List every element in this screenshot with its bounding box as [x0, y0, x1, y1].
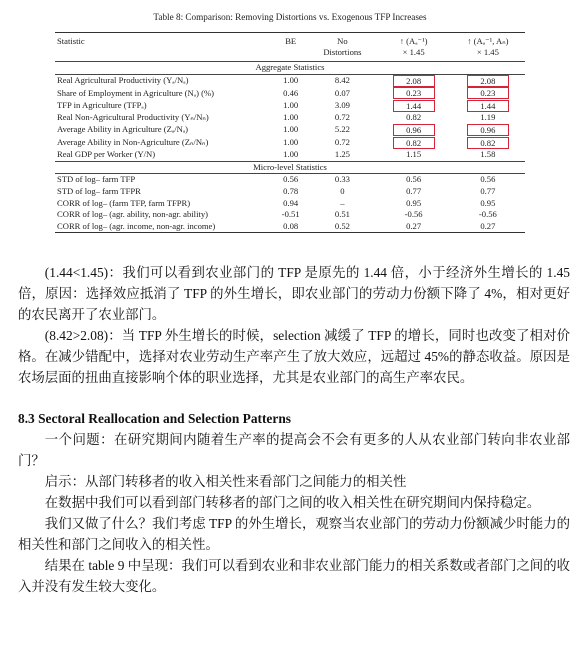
micro-row: [55, 221, 525, 233]
highlight-box: 0.82: [393, 137, 435, 149]
cell-no-distortions: 0.72: [334, 137, 350, 148]
cell-tfp-both: 0.77: [480, 185, 496, 196]
cell-tfp-both: 0.95: [480, 197, 496, 208]
cell-tfp-both: [451, 87, 525, 100]
cell-tfp-agr: 0.56: [376, 174, 450, 186]
section-micro: Micro-level Statistics: [55, 161, 525, 174]
cell-tfp-both: [451, 100, 525, 113]
cell-tfp-agr: -0.56: [404, 209, 423, 220]
header-statistic: Statistic: [57, 36, 85, 46]
cell-no-distortions: 5.22: [334, 124, 350, 135]
cell-tfp-agr: 0.27: [406, 220, 422, 231]
cell-be: 0.56: [273, 174, 308, 186]
highlight-box: 0.96: [467, 124, 509, 136]
row-label: Share of Employment in Agriculture (Nₐ) (%): [57, 87, 214, 98]
cell-tfp-both: [451, 124, 525, 137]
header-tfp-both: ↑ (Aₐ⁻¹, Aₙ) × 1.45: [467, 36, 509, 57]
cell-tfp-agr: [376, 137, 450, 150]
cell-tfp-agr: [376, 100, 450, 113]
cell-tfp-both: -0.56: [478, 209, 497, 220]
aggregate-row: [55, 100, 525, 113]
section-paragraph-1: 一个问题：在研究期间内随着生产率的提高会不会有更多的人从农业部门转向非农业部门？: [18, 432, 570, 468]
cell-be: 1.00: [283, 112, 299, 123]
row-label: STD of log– farm TFP: [55, 174, 273, 186]
cell-tfp-agr: [376, 87, 450, 100]
paragraph-2: (8.42>2.08)：当 TFP 外生增长的时候，selection 减缓了 TFP 的增长，同时也改变了相对价格。在减少错配中，选择对农业劳动生产率产生了放大效应，远超过 45%的静态收益。原因是农场层面的扭曲直接影响个体的职业选择，尤其是农业部门的高生产率农民。: [18, 328, 570, 385]
cell-tfp-agr: 0.82: [406, 112, 422, 123]
aggregate-row: [55, 87, 525, 100]
header-tfp-agr: ↑ (Aₐ⁻¹) × 1.45: [399, 36, 428, 57]
cell-no-distortions: 0: [340, 185, 345, 196]
cell-tfp-agr: [376, 124, 450, 137]
section-heading: 8.3 Sectoral Reallocation and Selection Patterns: [18, 411, 291, 426]
row-label: STD of log– farm TFPR: [57, 185, 141, 196]
cell-no-distortions: 0.07: [334, 87, 350, 98]
row-label: CORR of log– (agr. ability, non-agr. ability): [57, 209, 209, 220]
cell-be: 0.46: [283, 87, 299, 98]
aggregate-row: [55, 137, 525, 150]
highlight-box: 0.96: [393, 124, 435, 136]
cell-no-distortions: –: [340, 197, 345, 208]
cell-be: 0.08: [283, 220, 299, 231]
highlight-box: 0.82: [467, 137, 509, 149]
section-aggregate: Aggregate Statistics: [55, 62, 525, 75]
aggregate-row: [55, 149, 525, 161]
row-label: CORR of log– (agr. income, non-agr. income): [57, 220, 216, 231]
cell-be: -0.51: [281, 209, 300, 220]
cell-tfp-agr: 0.95: [406, 197, 422, 208]
aggregate-row: [55, 112, 525, 124]
section-paragraph-3: 在数据中我们可以看到部门转移者的部门之间的收入相关性在研究期间内保持稳定。: [44, 495, 541, 510]
highlight-box: 0.23: [467, 87, 509, 99]
row-label: Real Agricultural Productivity (Yₐ/Nₐ): [55, 74, 273, 87]
cell-tfp-both: 1.19: [480, 112, 496, 123]
cell-be: 1.00: [273, 74, 308, 87]
micro-row: [55, 174, 525, 186]
cell-tfp-both: 1.58: [480, 149, 496, 160]
micro-row: [55, 186, 525, 198]
row-label: Real GDP per Worker (Y/N): [57, 149, 156, 160]
row-label: Average Ability in Non-Agriculture (Zₙ/Nₙ): [57, 137, 209, 148]
cell-no-distortions: 1.25: [334, 149, 350, 160]
commentary: [18, 262, 570, 597]
cell-be: 1.00: [283, 137, 299, 148]
section-paragraph-2: 启示：从部门转移者的收入相关性来看部门之间能力的相关性: [44, 474, 407, 489]
cell-be: 1.00: [283, 149, 299, 160]
aggregate-row: [55, 74, 525, 87]
highlight-box: 2.08: [467, 75, 509, 87]
comparison-table: [55, 32, 525, 233]
highlight-box: 1.44: [393, 100, 435, 112]
row-label: TFP in Agriculture (TFPₐ): [57, 100, 147, 111]
row-label: CORR of log– (farm TFP, farm TFPR): [57, 197, 191, 208]
cell-tfp-agr: 0.77: [406, 185, 422, 196]
table-caption: Table 8: Comparison: Removing Distortions vs. Exogenous TFP Increases: [153, 12, 427, 22]
cell-tfp-both: [451, 74, 525, 87]
cell-no-distortions: 0.52: [334, 220, 350, 231]
highlight-box: 0.23: [393, 87, 435, 99]
row-label: Average Ability in Agriculture (Zₐ/Nₐ): [57, 124, 189, 135]
aggregate-row: [55, 124, 525, 137]
header-be: BE: [285, 36, 297, 46]
section-paragraph-4: 我们又做了什么？我们考虑 TFP 的外生增长，观察当农业部门的劳动力份额减少时能力的相关性和部门之间收入的相关性。: [18, 516, 570, 552]
cell-be: 0.78: [283, 185, 299, 196]
cell-tfp-agr: [376, 74, 450, 87]
cell-no-distortions: 0.51: [334, 209, 350, 220]
header-no-distortions: No Distortions: [323, 36, 362, 57]
micro-row: [55, 198, 525, 210]
cell-no-distortions: 8.42: [308, 74, 376, 87]
cell-tfp-agr: 1.15: [406, 149, 422, 160]
cell-tfp-both: 0.27: [480, 220, 496, 231]
micro-row: [55, 209, 525, 221]
row-label: Real Non-Agricultural Productivity (Yₙ/Nₙ): [57, 112, 209, 123]
paragraph-1: (1.44<1.45)：我们可以看到农业部门的 TFP 是原先的 1.44 倍，小于经济外生增长的 1.45 倍，原因：选择效应抵消了 TFP 的外生增长，即农业部门的劳动力份额下降了 4%，相对更好的农民离开了农业部门。: [18, 265, 570, 322]
highlight-box: 2.08: [393, 75, 435, 87]
cell-no-distortions: 0.72: [334, 112, 350, 123]
section-paragraph-5: 结果在 table 9 中呈现：我们可以看到农业和非农业部门能力的相关系数或者部门之间的收入并没有发生较大变化。: [18, 558, 570, 594]
cell-tfp-both: 0.56: [451, 174, 525, 186]
cell-be: 0.94: [283, 197, 299, 208]
cell-be: 1.00: [283, 124, 299, 135]
cell-be: 1.00: [283, 100, 299, 111]
cell-no-distortions: 3.09: [334, 100, 350, 111]
cell-tfp-both: [451, 137, 525, 150]
cell-no-distortions: 0.33: [308, 174, 376, 186]
highlight-box: 1.44: [467, 100, 509, 112]
table-8: [55, 8, 525, 233]
